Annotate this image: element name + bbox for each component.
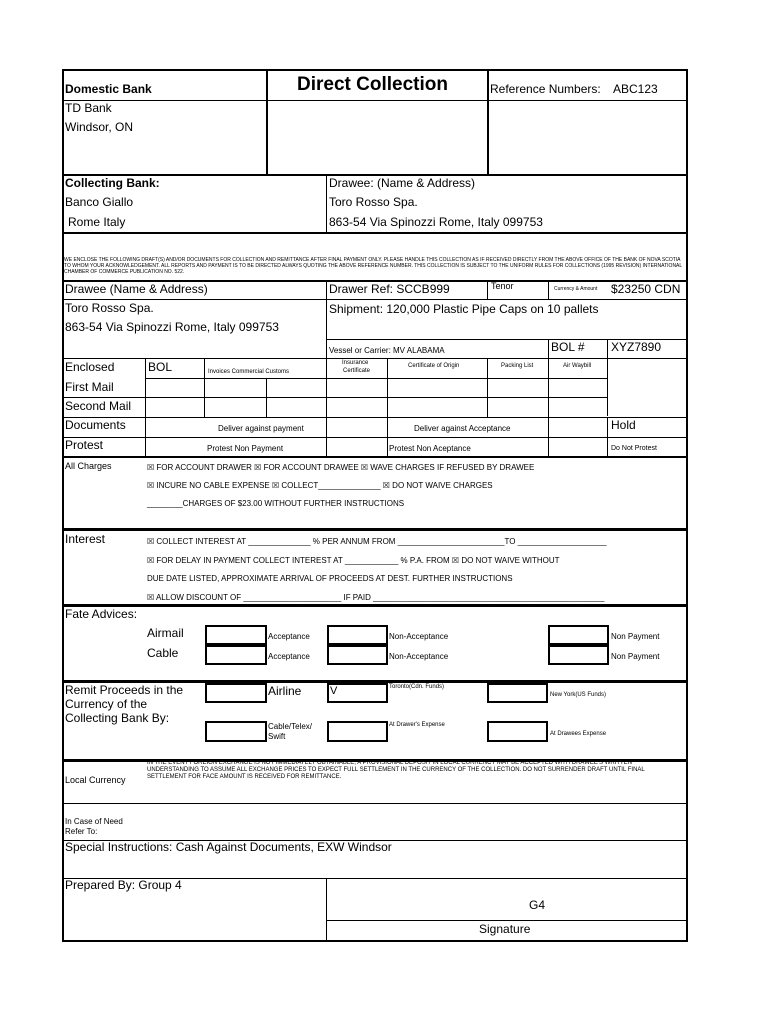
airline-checkbox[interactable] (205, 683, 267, 703)
toronto-check-mark: V (330, 685, 338, 697)
interest-label: Interest (65, 532, 106, 546)
protest-non-acceptance: Protest Non Aceptance (389, 444, 471, 453)
cable-telex-line2: Swift (268, 732, 286, 741)
drawee-row-label: Drawee (Name & Address) (65, 282, 208, 296)
signature-initials: G4 (529, 898, 546, 912)
charges-line1: ☒ FOR ACCOUNT DRAWER ☒ FOR ACCOUNT DRAWEE ☒ WAVE CHARGES IF REFUSED BY DRAWEE (147, 463, 535, 472)
toronto-funds-label: Toronto(Cdn. Funds) (389, 684, 445, 690)
reference-value: ABC123 (613, 82, 658, 96)
airmail-non-acceptance-label: Non-Acceptance (389, 632, 449, 641)
do-not-protest: Do Not Protest (611, 445, 657, 452)
hold-label: Hold (611, 418, 636, 432)
fate-cable: Cable (147, 646, 179, 660)
row-enclosed: Enclosed (65, 360, 115, 374)
collecting-bank-label: Collecting Bank: (65, 176, 160, 190)
collection-notice: WE ENCLOSE THE FOLLOWING DRAFT(S) AND/OR DOCUMENTS FOR COLLECTION AND REMITTANCE AFTER FINAL PAYMENT ONLY. PLEASE HANDLE THIS COLLECTION AS IF RECEIVED DIRECTLY FROM THE ABOVE OFFICE OF THE BANK OF NOVA SCOTIA TO WHOM YOUR ACKNOWLEDGEMENT. ALL REPORTS AND PAYMENT IS TO BE DIRECTED ALWAYS QUOTING THE ABOVE REFERENCE NUMBER. THIS COLLECTION IS SUBJECT TO THE UNIFORM RULES FOR COLLECTIONS (1995 REVISION) INTERNATIONAL CHAMBER OF COMMERCE PUBLICATION NO. 522. (64, 257, 682, 275)
row-first-mail: First Mail (65, 380, 114, 394)
cable-telex-line1: Cable/Telex/ (268, 722, 313, 731)
shipment-text: Shipment: 120,000 Plastic Pipe Caps on 10 pallets (329, 302, 599, 316)
local-currency-label: Local Currency (65, 775, 126, 785)
interest-line3: DUE DATE LISTED, APPROXIMATE ARRIVAL OF PROCEEDS AT DEST. FURTHER INSTRUCTIONS (147, 574, 513, 583)
airmail-acceptance-label: Acceptance (268, 632, 310, 641)
cable-telex-checkbox[interactable] (205, 721, 267, 742)
remit-line1: Remit Proceeds in the (65, 683, 184, 697)
insurance-line1: Insurance (342, 360, 369, 366)
cable-acceptance-checkbox[interactable] (205, 645, 267, 665)
invoices-column: Invoices Commercial Customs (208, 369, 290, 375)
drawees-expense-label: At Drawees Expense (550, 731, 607, 737)
remit-line2: Currency of the (65, 697, 148, 711)
interest-line2: ☒ FOR DELAY IN PAYMENT COLLECT INTEREST AT ____________ % P.A. FROM ☒ DO NOT WAIVE WITHOUT (147, 556, 560, 565)
cable-non-payment-checkbox[interactable] (548, 645, 609, 665)
airmail-non-acceptance-checkbox[interactable] (327, 625, 388, 645)
row-documents: Documents (65, 418, 126, 432)
airmail-acceptance-checkbox[interactable] (205, 625, 267, 645)
need-line2: Refer To: (65, 827, 98, 836)
insurance-line2: Certificate (343, 368, 371, 374)
bol-label: BOL # (551, 340, 585, 354)
cable-non-acceptance-label: Non-Acceptance (389, 652, 449, 661)
collecting-bank-name: Banco Giallo (65, 195, 134, 209)
interest-line4: ☒ ALLOW DISCOUNT OF ______________________ IF PAID ____________________________________________________ (147, 593, 605, 602)
amount-value: $23250 CDN (611, 282, 681, 296)
air-waybill-column: Air Waybill (563, 363, 592, 369)
airline-label: Airline (268, 684, 302, 698)
cable-non-payment-label: Non Payment (611, 652, 660, 661)
signature-label: Signature (479, 922, 531, 936)
drawee-address: 863-54 Via Spinozzi Rome, Italy 099753 (329, 215, 543, 229)
drawee-row-address: 863-54 Via Spinozzi Rome, Italy 099753 (65, 320, 279, 334)
domestic-bank-city: Windsor, ON (65, 120, 134, 134)
collecting-bank-city: Rome Italy (68, 215, 126, 229)
domestic-bank-label: Domestic Bank (65, 82, 152, 96)
drawee-row-name: Toro Rosso Spa. (65, 301, 154, 315)
row-second-mail: Second Mail (65, 399, 132, 413)
airmail-non-payment-checkbox[interactable] (548, 625, 609, 645)
cable-acceptance-label: Acceptance (268, 652, 310, 661)
interest-line1: ☒ COLLECT INTEREST AT ______________ % PER ANNUM FROM ________________________TO ____________________ (147, 537, 607, 546)
cable-non-acceptance-checkbox[interactable] (327, 645, 388, 665)
cert-origin-column: Certificate of Origin (408, 363, 460, 369)
currency-label: Currency & Amount (554, 286, 598, 292)
remit-line3: Collecting Bank By: (65, 711, 170, 725)
packing-list-column: Packing List (501, 363, 534, 369)
charges-line2: ☒ INCURE NO CABLE EXPENSE ☒ COLLECT______________ ☒ DO NOT WAIVE CHARGES (147, 481, 493, 490)
protest-non-payment: Protest Non Payment (207, 444, 284, 453)
fate-label: Fate Advices: (65, 607, 138, 621)
airmail-non-payment-label: Non Payment (611, 632, 660, 641)
drawers-expense-checkbox[interactable] (327, 721, 388, 742)
deliver-against-acceptance: Deliver against Acceptance (414, 424, 511, 433)
charges-label: All Charges (65, 461, 112, 471)
reference-label: Reference Numbers: (490, 82, 601, 96)
new-york-checkbox[interactable] (487, 683, 548, 703)
fate-airmail: Airmail (147, 626, 184, 640)
domestic-bank-name: TD Bank (65, 101, 112, 115)
drawer-ref: Drawer Ref: SCCB999 (329, 282, 450, 296)
deliver-against-payment: Deliver against payment (218, 424, 304, 433)
drawee-label: Drawee: (Name & Address) (329, 176, 476, 190)
special-instructions: Special Instructions: Cash Against Documents, EXW Windsor (65, 840, 392, 854)
new-york-funds-label: New York(US Funds) (550, 692, 607, 698)
need-line1: In Case of Need (65, 817, 123, 826)
row-protest: Protest (65, 438, 104, 452)
drawers-expense-label: At Drawer's Expense (389, 722, 445, 728)
prepared-by: Prepared By: Group 4 (65, 878, 182, 892)
vessel-label: Vessel or Carrier: MV ALABAMA (329, 346, 445, 355)
drawee-name: Toro Rosso Spa. (329, 195, 418, 209)
local-currency-text: IN THE EVENT FOREIGN EXCHANGE IS NOT IMMEDIATELY OBTAINABLE, A PROVISIONAL DEPOSIT IN LOCAL CURRENCY MAY BE ACCEPTED WITH DRAWEE'S WRITTEN UNDERSTANDING TO ASSUME ALL EXCHANGE PRICES TO EXPECT FULL SETTLEMENT IN THE CURRENCY OF THE COLLECTION. DO NOT SURRENDER DRAFT UNTIL FINAL SETTLEMENT FOR FACE AMOUNT IS RECEIVED FOR REMITTANCE. (147, 760, 645, 780)
drawees-expense-checkbox[interactable] (487, 721, 548, 742)
charges-line3: ________CHARGES OF $23.00 WITHOUT FURTHER INSTRUCTIONS (147, 499, 405, 508)
page-title: Direct Collection (297, 74, 448, 95)
tenor-label: Tenor (491, 281, 514, 291)
bol-column: BOL (148, 360, 173, 374)
bol-value: XYZ7890 (611, 340, 662, 354)
